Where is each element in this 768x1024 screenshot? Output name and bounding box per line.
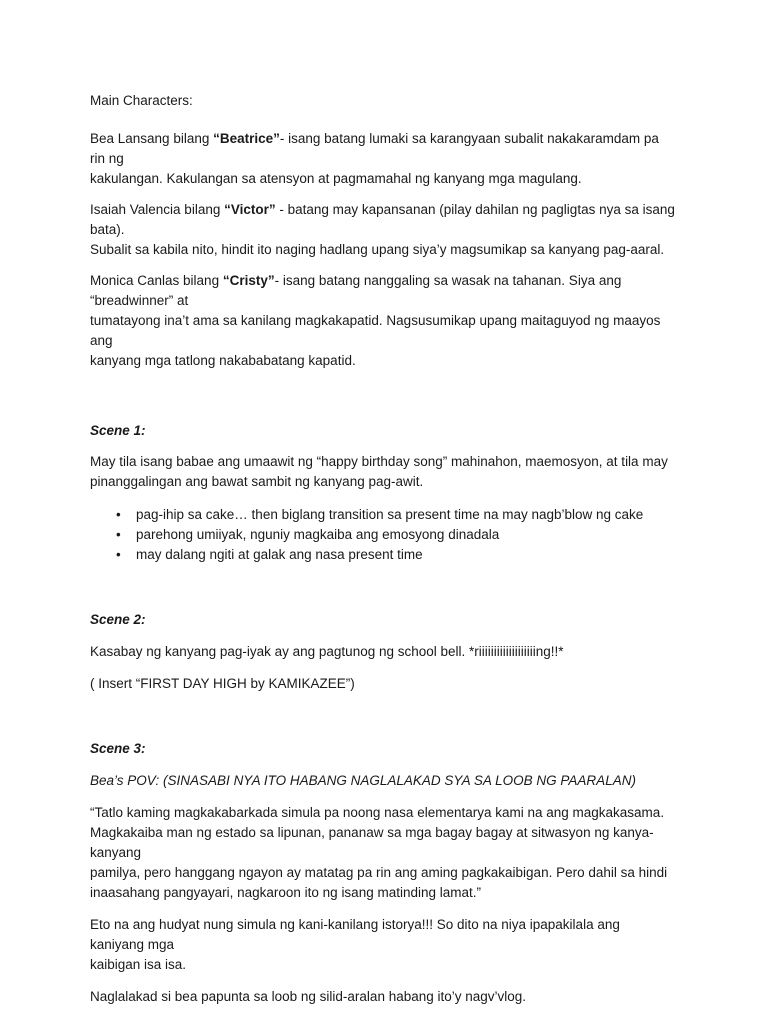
character-desc: Subalit sa kabila nito, hindit ito naging hadlang upang siya’y magsumikap sa kanyang pag-aaral. (90, 242, 665, 257)
scene-paragraph: May tila isang babae ang umaawit ng “happy birthday song” mahinahon, maemosyon, at tila may (90, 454, 668, 469)
character-role: “Cristy” (222, 273, 275, 288)
character-desc: kanyang mga tatlong nakababatang kapatid. (90, 353, 356, 368)
character-desc: - batang may kapansanan (pilay dahilan ng pagligtas nya sa isang bata). (90, 202, 675, 237)
character-entry (90, 129, 675, 189)
scene-paragraph: Kasabay ng kanyang pag-iyak ay ang pagtunog ng school bell. *riiiiiiiiiiiiiiiiiiing!!* (90, 644, 564, 659)
scene-paragraph: ( Insert “FIRST DAY HIGH by KAMIKAZEE”) (90, 676, 355, 691)
character-actor: Bea Lansang bilang (90, 131, 214, 146)
main-characters-heading: Main Characters: (90, 93, 193, 108)
character-actor: Monica Canlas bilang (90, 273, 223, 288)
character-role: “Victor” (224, 202, 276, 217)
document-body (90, 91, 675, 1007)
bullet-icon: • (116, 507, 121, 522)
scene-paragraph: Eto na ang hudyat nung simula ng kani-kanilang istorya!!! So dito na niya ipapakilala ang kaniyang mga (90, 917, 620, 952)
scene-paragraph: kaibigan isa isa. (90, 957, 187, 972)
list-item: • pag-ihip sa cake… then biglang transition sa present time na may nagb’blow ng cake (90, 505, 675, 525)
list-item: • parehong umiiyak, nguniy magkaiba ang emosyong dinadala (90, 525, 675, 545)
bullet-icon: • (116, 547, 121, 562)
scene-heading: Scene 1: (90, 423, 146, 438)
character-desc: - isang batang lumaki sa karangyaan subalit nakakaramdam pa rin ng (90, 131, 659, 166)
scene-paragraph: pinanggalingan ang bawat sambit ng kanyang pag-awit. (90, 474, 424, 489)
scene-bullet-list (90, 505, 675, 565)
character-desc: - isang batang nanggaling sa wasak na tahanan. Siya ang “breadwinner” at (90, 273, 622, 308)
character-desc: tumatayong ina’t ama sa kanilang magkakapatid. Nagsusumikap upang maitaguyod ng maayos ang (90, 313, 661, 348)
scene-heading: Scene 3: (90, 741, 146, 756)
character-desc: kakulangan. Kakulangan sa atensyon at pagmamahal ng kanyang mga magulang. (90, 171, 582, 186)
character-actor: Isaiah Valencia bilang (90, 202, 225, 217)
scene-paragraph: Naglalakad si bea papunta sa loob ng silid-aralan habang ito’y nagv’vlog. (90, 989, 527, 1004)
quote-block: “Tatlo kaming magkakabarkada simula pa noong nasa elementarya kami na ang magkakasama. Magkakaiba man ng estado sa lipunan, pananaw sa mga bagay bagay at sitwasyon ng kanya-kanyang pamilya, pero hanggang ngayon ay matatag pa rin ang aming pagkakaibigan. Pero dahil sa hindi inaasahang pangyayari, nagkaroon ito ng isang matinding lamat.” (90, 805, 668, 900)
scene-heading: Scene 2: (90, 612, 146, 627)
character-entry (90, 200, 675, 260)
character-entry (90, 271, 675, 371)
character-role: “Beatrice” (213, 131, 280, 146)
list-item: • may dalang ngiti at galak ang nasa present time (90, 545, 675, 565)
scene-pov: Bea’s POV: (SINASABI NYA ITO HABANG NAGLALAKAD SYA SA LOOB NG PAARALAN) (90, 773, 636, 788)
bullet-icon: • (116, 527, 121, 542)
